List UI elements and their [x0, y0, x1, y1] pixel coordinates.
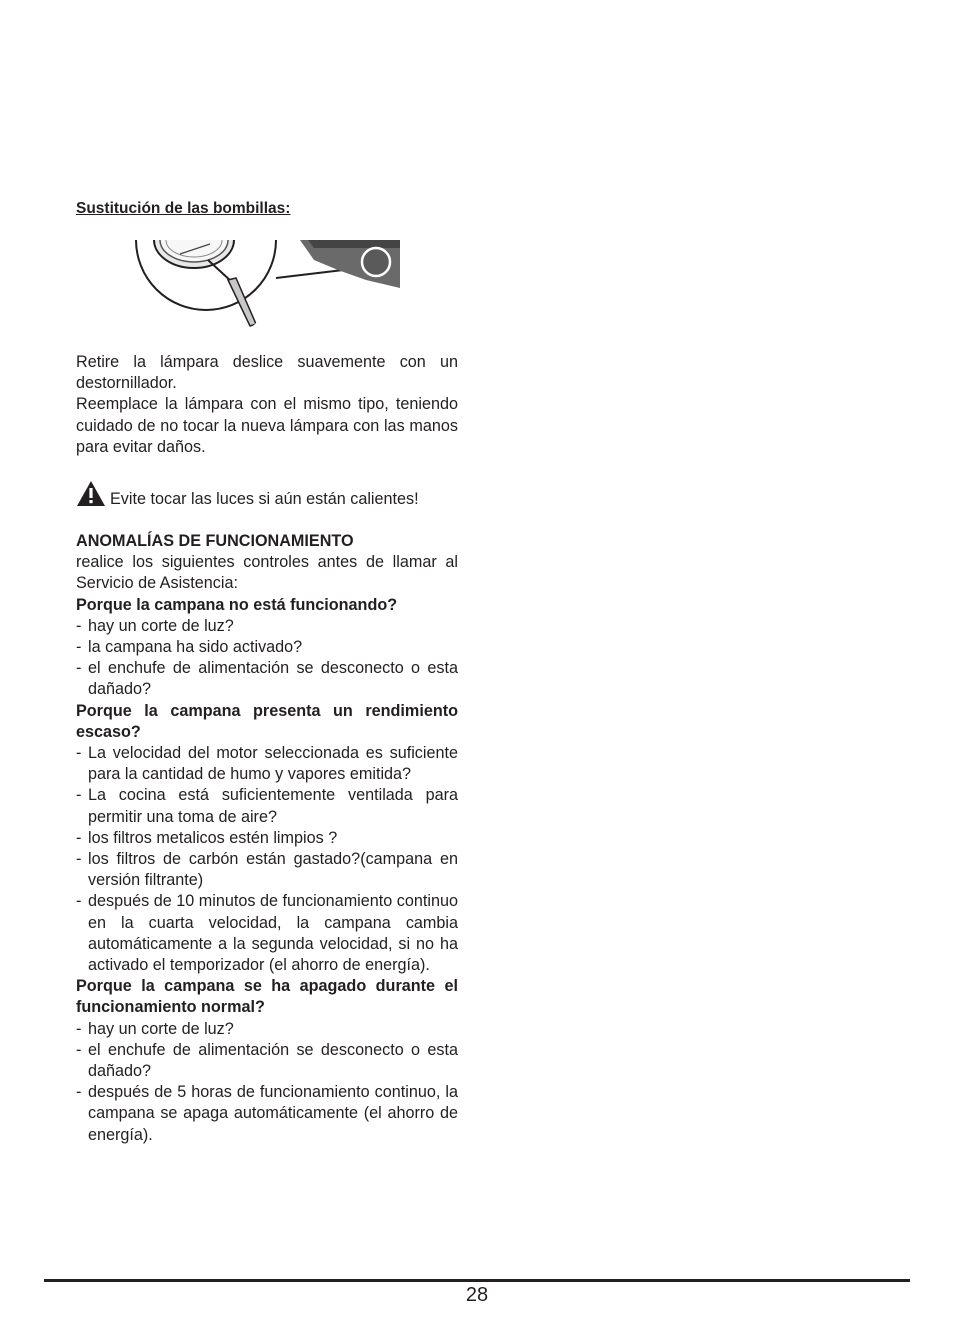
list-item: - el enchufe de alimentación se desconecto o esta dañado? [76, 1040, 458, 1082]
page-number: 28 [465, 1284, 489, 1306]
bulb-replacement-heading: Sustitución de las bombillas: [76, 200, 291, 217]
list-item: - el enchufe de alimentación se desconecto o esta dañado? [76, 658, 458, 700]
question-not-working: Porque la campana no está funcionando? [76, 595, 398, 614]
list-item: - hay un corte de luz? [76, 1019, 458, 1040]
footer-rule [44, 1279, 910, 1282]
list-item: - después de 10 minutos de funcionamiento continuo en la cuarta velocidad, la campana cambia automáticamente a la segunda velocidad, si no ha activado el temporizador (el ahorro de energía). [76, 891, 458, 976]
replace-lamp-text: Reemplace la lámpara con el mismo tipo, teniendo cuidado de no tocar la nueva lámpara con las manos para evitar daños. [76, 395, 458, 456]
list-item: - después de 5 horas de funcionamiento continuo, la campana se apaga automáticamente (el ahorro de energía). [76, 1082, 458, 1146]
warning-icon [76, 480, 106, 507]
malfunctions-section [76, 531, 458, 1146]
list-item: - hay un corte de luz? [76, 616, 458, 637]
question-low-performance: Porque la campana presenta un rendimiento escaso? [76, 701, 458, 741]
list-item: - los filtros metalicos estén limpios ? [76, 828, 458, 849]
lamp-replacement-illustration [128, 240, 402, 348]
malfunctions-intro: realice los siguientes controles antes de llamar al Servicio de Asistencia: [76, 553, 458, 593]
remove-lamp-text: Retire la lámpara deslice suavemente con un destornillador. [76, 353, 458, 393]
list-item: - la campana ha sido activado? [76, 637, 458, 658]
list-item: - La cocina está suficientemente ventilada para permitir una toma de aire? [76, 785, 458, 827]
malfunctions-heading: ANOMALÍAS DE FUNCIONAMIENTO [76, 532, 354, 550]
list-item: - La velocidad del motor seleccionada es suficiente para la cantidad de humo y vapores emitida? [76, 743, 458, 785]
list-item: - los filtros de carbón están gastado?(campana en versión filtrante) [76, 849, 458, 891]
question-switched-off: Porque la campana se ha apagado durante el funcionamiento normal? [76, 977, 458, 1017]
warning-text: Evite tocar las luces si aún están calientes! [110, 490, 419, 508]
